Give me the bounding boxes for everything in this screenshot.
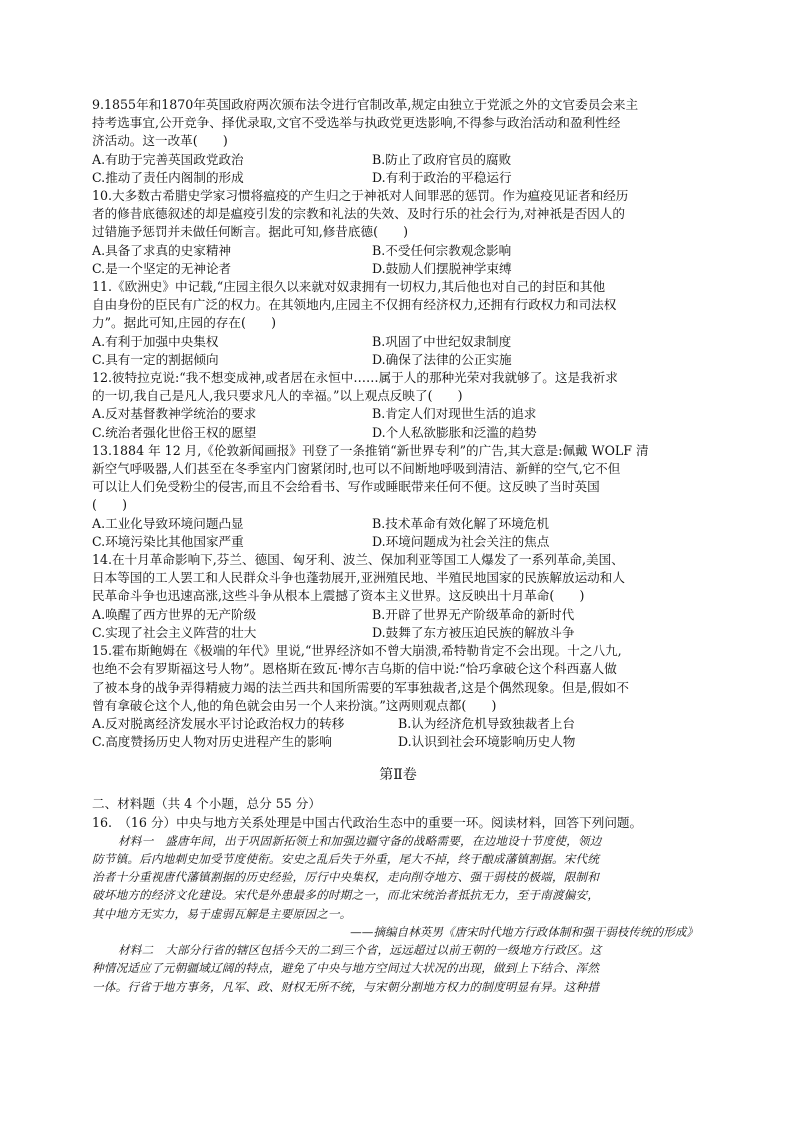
question-text: 持考选事宜,公开竞争、择优录取,文官不受选举与执政党更迭影响,不得参与政治活动和盈利性经 (92, 115, 621, 131)
question-text: 过错施予惩罚并未做任何断言。据此可知,修昔底德( ) (92, 224, 409, 240)
question-text: ( ) (92, 497, 128, 513)
options-row (92, 424, 704, 442)
section-heading: 二、材料题（共 4 个小题，总分 55 分） (92, 796, 321, 812)
option-c: C.高度赞扬历史人物对历史进程产生的影响 (92, 734, 332, 750)
option-c: C.是一个坚定的无神论者 (92, 260, 232, 276)
part-title: 第Ⅱ卷 (379, 767, 417, 784)
material-line: 种情况适应了元朝疆域辽阔的特点，避免了中央与地方空间过大状况的出现，做到上下结合、浑然 (92, 961, 600, 976)
options-row (92, 606, 704, 624)
question-text: 新空气呼吸器,人们甚至在冬季室内门窗紧闭时,也可以不间断地呼吸到清洁、新鲜的空气,它不但 (92, 461, 621, 477)
options-row (92, 151, 704, 169)
option-d: D.有利于政治的平稳运行 (372, 169, 512, 185)
question-text: 的一切,我自己是凡人,我只要求凡人的幸福。”以上观点反映了( ) (92, 388, 463, 404)
question-10 (92, 187, 704, 278)
options-row (92, 405, 704, 423)
option-d: D.鼓舞了东方被压迫民族的解放斗争 (372, 624, 575, 640)
option-c: C.实现了社会主义阵营的壮大 (92, 624, 257, 640)
options-row (92, 624, 704, 642)
question-text: 了被本身的战争弄得精疲力竭的法兰西共和国所需要的军事独裁者,这是个偶然现象。但是,假如不 (92, 679, 629, 695)
option-c: C.环境污染比其他国家严重 (92, 533, 244, 549)
option-d: D.确保了法律的公正实施 (372, 351, 512, 367)
material-line: 破坏地方的经济文化建设。宋代是外患最多的时期之一，而北宋统治者抵抗无力，至于南渡偏安， (92, 888, 600, 903)
option-b: B.不受任何宗教观念影响 (372, 242, 512, 258)
material-line: 防节镇。后内地刺史加受节度使衔。安史之乱后失于外重，尾大不掉，终于酿成藩镇割据。宋代统 (92, 851, 600, 866)
material-line: 材料二 大部分行省的辖区包括今天的二到三个省，远远超过以前王朝的一级地方行政区。这 (118, 943, 602, 958)
question-text: 者的修昔底德叙述的却是瘟疫引发的宗教和礼法的失效、及时行乐的社会行为,对神祇是否因人的 (92, 206, 625, 222)
option-b: B.认为经济危机导致独裁者上台 (398, 715, 575, 731)
question-text: 14.在十月革命影响下,芬兰、德国、匈牙利、波兰、保加利亚等国工人爆发了一系列革命,美国、 (92, 552, 624, 568)
option-c: C.统治者强化世俗王权的愿望 (92, 424, 257, 440)
question-text: 11.《欧洲史》中记载,“庄园主很久以来就对奴隶拥有一切权力,其后他也对自己的封臣和其他 (92, 279, 606, 295)
material-line: 其中地方无实力，易于虚弱瓦解是主要原因之一。 (92, 906, 352, 921)
option-b: B.巩固了中世纪奴隶制度 (372, 333, 512, 349)
option-a: A.工业化导致环境问题凸显 (92, 515, 244, 531)
question-text: 可以让人们免受粉尘的侵害,而且不会给看书、写作或睡眠带来任何不便。这反映了当时英国 (92, 479, 600, 495)
question-16-intro: 16. （16 分）中央与地方关系处理是中国古代政治生态中的重要一环。阅读材料，回答下列问题。 (92, 814, 643, 830)
material-line: 一体。行省于地方事务，凡军、政、财权无所不统，与宋朝分割地方权力的制度明显有异。这种措 (92, 979, 600, 994)
option-a: A.有助于完善英国政党政治 (92, 151, 244, 167)
question-text: 自由身份的臣民有广泛的权力。在其领地内,庄园主不仅拥有经济权力,还拥有行政权力和司法权 (92, 297, 617, 313)
question-text: 10.大多数古希腊史学家习惯将瘟疫的产生归之于神祇对人间罪恶的惩罚。作为瘟疫见证者和经历 (92, 188, 629, 204)
option-a: A.具备了求真的史家精神 (92, 242, 232, 258)
question-text: 力”。据此可知,庄园的存在( ) (92, 315, 276, 331)
options-row (92, 242, 704, 260)
exam-page (92, 96, 704, 996)
option-d: D.鼓励人们摆脱神学束缚 (372, 260, 512, 276)
options-row (92, 260, 704, 278)
option-a: A.有利于加强中央集权 (92, 333, 219, 349)
options-row (92, 733, 704, 751)
options-row (92, 333, 704, 351)
option-b: B.肯定人们对现世生活的追求 (372, 406, 537, 422)
question-15 (92, 642, 704, 751)
question-text: 曾有拿破仑这个人,他的角色就会由另一个人来扮演。”这两则观点都( ) (92, 697, 497, 713)
material-line: 材料一 盛唐年间，出于巩固新拓领土和加强边疆守备的战略需要，在边地设十节度使，领边 (118, 833, 602, 848)
option-d: D.个人私欲膨胀和泛滥的趋势 (372, 424, 537, 440)
option-c: C.具有一定的割据倾向 (92, 351, 219, 367)
option-b: B.技术革命有效化解了环境危机 (372, 515, 549, 531)
material-2 (92, 941, 704, 996)
option-c: C.推动了责任内阁制的形成 (92, 169, 244, 185)
material-source: ——摘编自林英男《唐宋时代地方行政体制和强干弱枝传统的形成》 (350, 924, 698, 939)
options-row (92, 515, 704, 533)
question-text: 12.彼特拉克说:“我不想变成神,或者居在永恒中……属于人的那种光荣对我就够了。这是我祈求 (92, 370, 618, 386)
material-1 (92, 832, 704, 923)
question-text: 也绝不会有罗斯福这号人物”。恩格斯在致瓦·博尔吉乌斯的信中说:“恰巧拿破仑这个科西嘉人做 (92, 661, 617, 677)
option-d: D.环境问题成为社会关注的焦点 (372, 533, 550, 549)
option-b: B.防止了政府官员的腐败 (372, 151, 512, 167)
material-line: 治者十分重视唐代藩镇割据的历史经验，厉行中央集权，走向削夺地方、强干弱枝的极端，限制和 (92, 870, 600, 885)
question-11 (92, 278, 704, 369)
question-13 (92, 442, 704, 551)
option-d: D.认识到社会环境影响历史人物 (398, 734, 576, 750)
options-row (92, 533, 704, 551)
question-text: 日本等国的工人罢工和人民群众斗争也蓬勃展开,亚洲殖民地、半殖民地国家的民族解放运动和人 (92, 570, 625, 586)
question-9 (92, 96, 704, 187)
question-text: 9.1855年和1870年英国政府两次颁布法令进行官制改革,规定由独立于党派之外的文官委员会来主 (92, 97, 639, 112)
question-12 (92, 369, 704, 442)
question-text: 13.1884 年 12 月,《伦敦新闻画报》刊登了一条推销“新世界专利”的广告,其大意是:佩戴 WOLF 清 (92, 442, 649, 458)
question-text: 民革命斗争也迅速高涨,这些斗争从根本上震撼了资本主义世界。这反映出十月革命( ) (92, 588, 585, 604)
option-a: A.唤醒了西方世界的无产阶级 (92, 606, 257, 622)
options-row (92, 715, 704, 733)
options-row (92, 351, 704, 369)
question-text: 15.霍布斯鲍姆在《极端的年代》里说,“世界经济如不曾大崩溃,希特勒肯定不会出现。十之八九, (92, 643, 622, 659)
question-14 (92, 551, 704, 642)
option-a: A.反对基督教神学统治的要求 (92, 406, 257, 422)
options-row (92, 169, 704, 187)
section-2 (92, 795, 704, 995)
question-text: 济活动。这一改革( ) (92, 133, 228, 149)
option-b: B.开辟了世界无产阶级革命的新时代 (372, 606, 575, 622)
option-a: A.反对脱离经济发展水平讨论政治权力的转移 (92, 715, 345, 731)
